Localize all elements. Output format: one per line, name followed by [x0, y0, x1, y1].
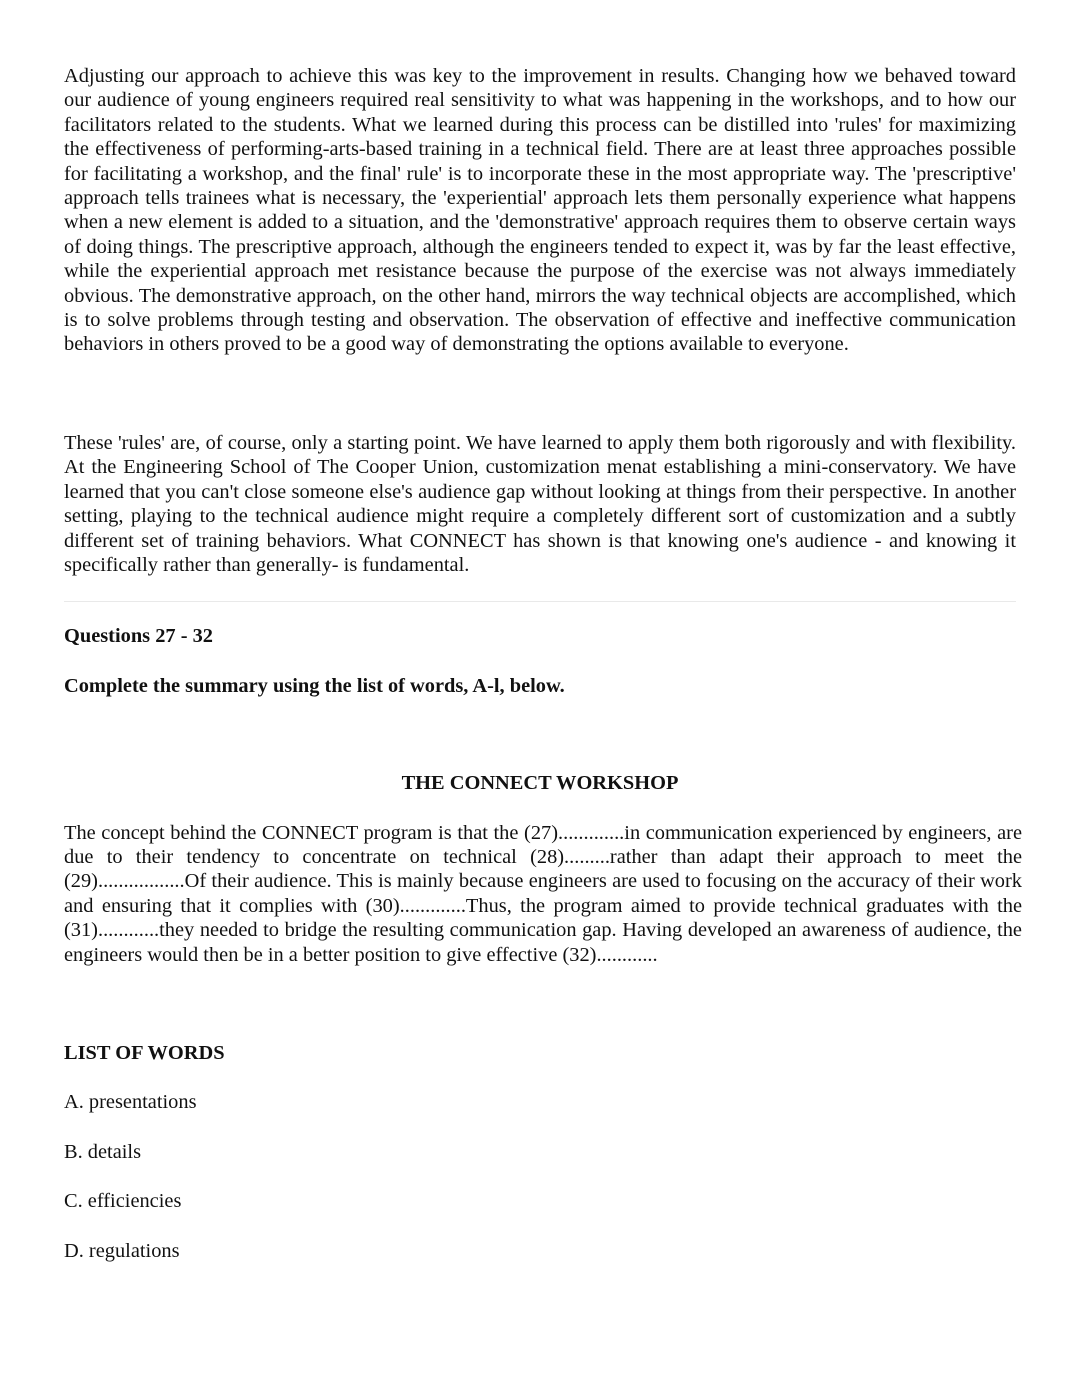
word-list-item: D. regulations: [64, 1239, 180, 1262]
word-list-item: A. presentations: [64, 1091, 197, 1114]
document-page: [64, 64, 1022, 1263]
questions-instruction: Complete the summary using the list of words, A-l, below.: [64, 674, 565, 697]
passage-paragraph-1: Adjusting our approach to achieve this was key to the improvement in results. Changing how we behaved toward our audience of young engineers required real sensitivity to what was happening in the workshops, and to how our facilitators related to the students. What we learned during this process can be distilled into 'rules' for maximizing the effectiveness of performing-arts-based training in a technical field. There are at least three approaches possible for facilitating a workshop, and the final' rule' is to incorporate these in the most appropriate way. The 'prescriptive' approach tells trainees what is necessary, the 'experiential' approach lets them personally experience what happens when a new element is added to a situation, and the 'demonstrative' approach requires them to observe certain ways of doing things. The prescriptive approach, although the engineers tended to expect it, was by far the least effective, while the experiential approach met resistance because the purpose of the exercise was not always immediately obvious. The demonstrative approach, on the other hand, mirrors the way technical objects are accomplished, which is to solve problems through testing and observation. The observation of effective and ineffective communication behaviors in others proved to be a good way of demonstrating the options available to everyone.: [64, 65, 1016, 356]
section-divider: [64, 601, 1016, 602]
word-list-item: C. efficiencies: [64, 1190, 182, 1213]
passage-paragraph-2: These 'rules' are, of course, only a starting point. We have learned to apply them both rigorously and with flexibility. At the Engineering School of The Cooper Union, customization menat establishing a mini-conservatory. We have learned that you can't close someone else's audience gap without looking at things from their perspective. In another setting, playing to the technical audience might require a completely different sort of customization and a subtly different set of training behaviors. What CONNECT has shown is that knowing one's audience - and knowing it specifically rather than generally- is fundamental.: [64, 431, 1016, 576]
word-list-heading: LIST OF WORDS: [64, 1041, 225, 1064]
word-list: [64, 1090, 1016, 1263]
summary-title: THE CONNECT WORKSHOP: [401, 772, 679, 795]
questions-heading: Questions 27 - 32: [64, 625, 213, 648]
word-list-item: B. details: [64, 1140, 142, 1163]
summary-text: The concept behind the CONNECT program is that the (27).............in communication experienced by engineers, are due to their tendency to concentrate on technical (28).........rather than adapt their approach to meet the (29).................Of their audience. This is mainly because engineers are used to focusing on the accuracy of their work and ensuring that it complies with (30).............Thus, the program aimed to provide technical graduates with the (31)............they needed to bridge the resulting communication gap. Having developed an awareness of audience, the engineers would then be in a better position to give effective (32)............: [64, 821, 1022, 966]
